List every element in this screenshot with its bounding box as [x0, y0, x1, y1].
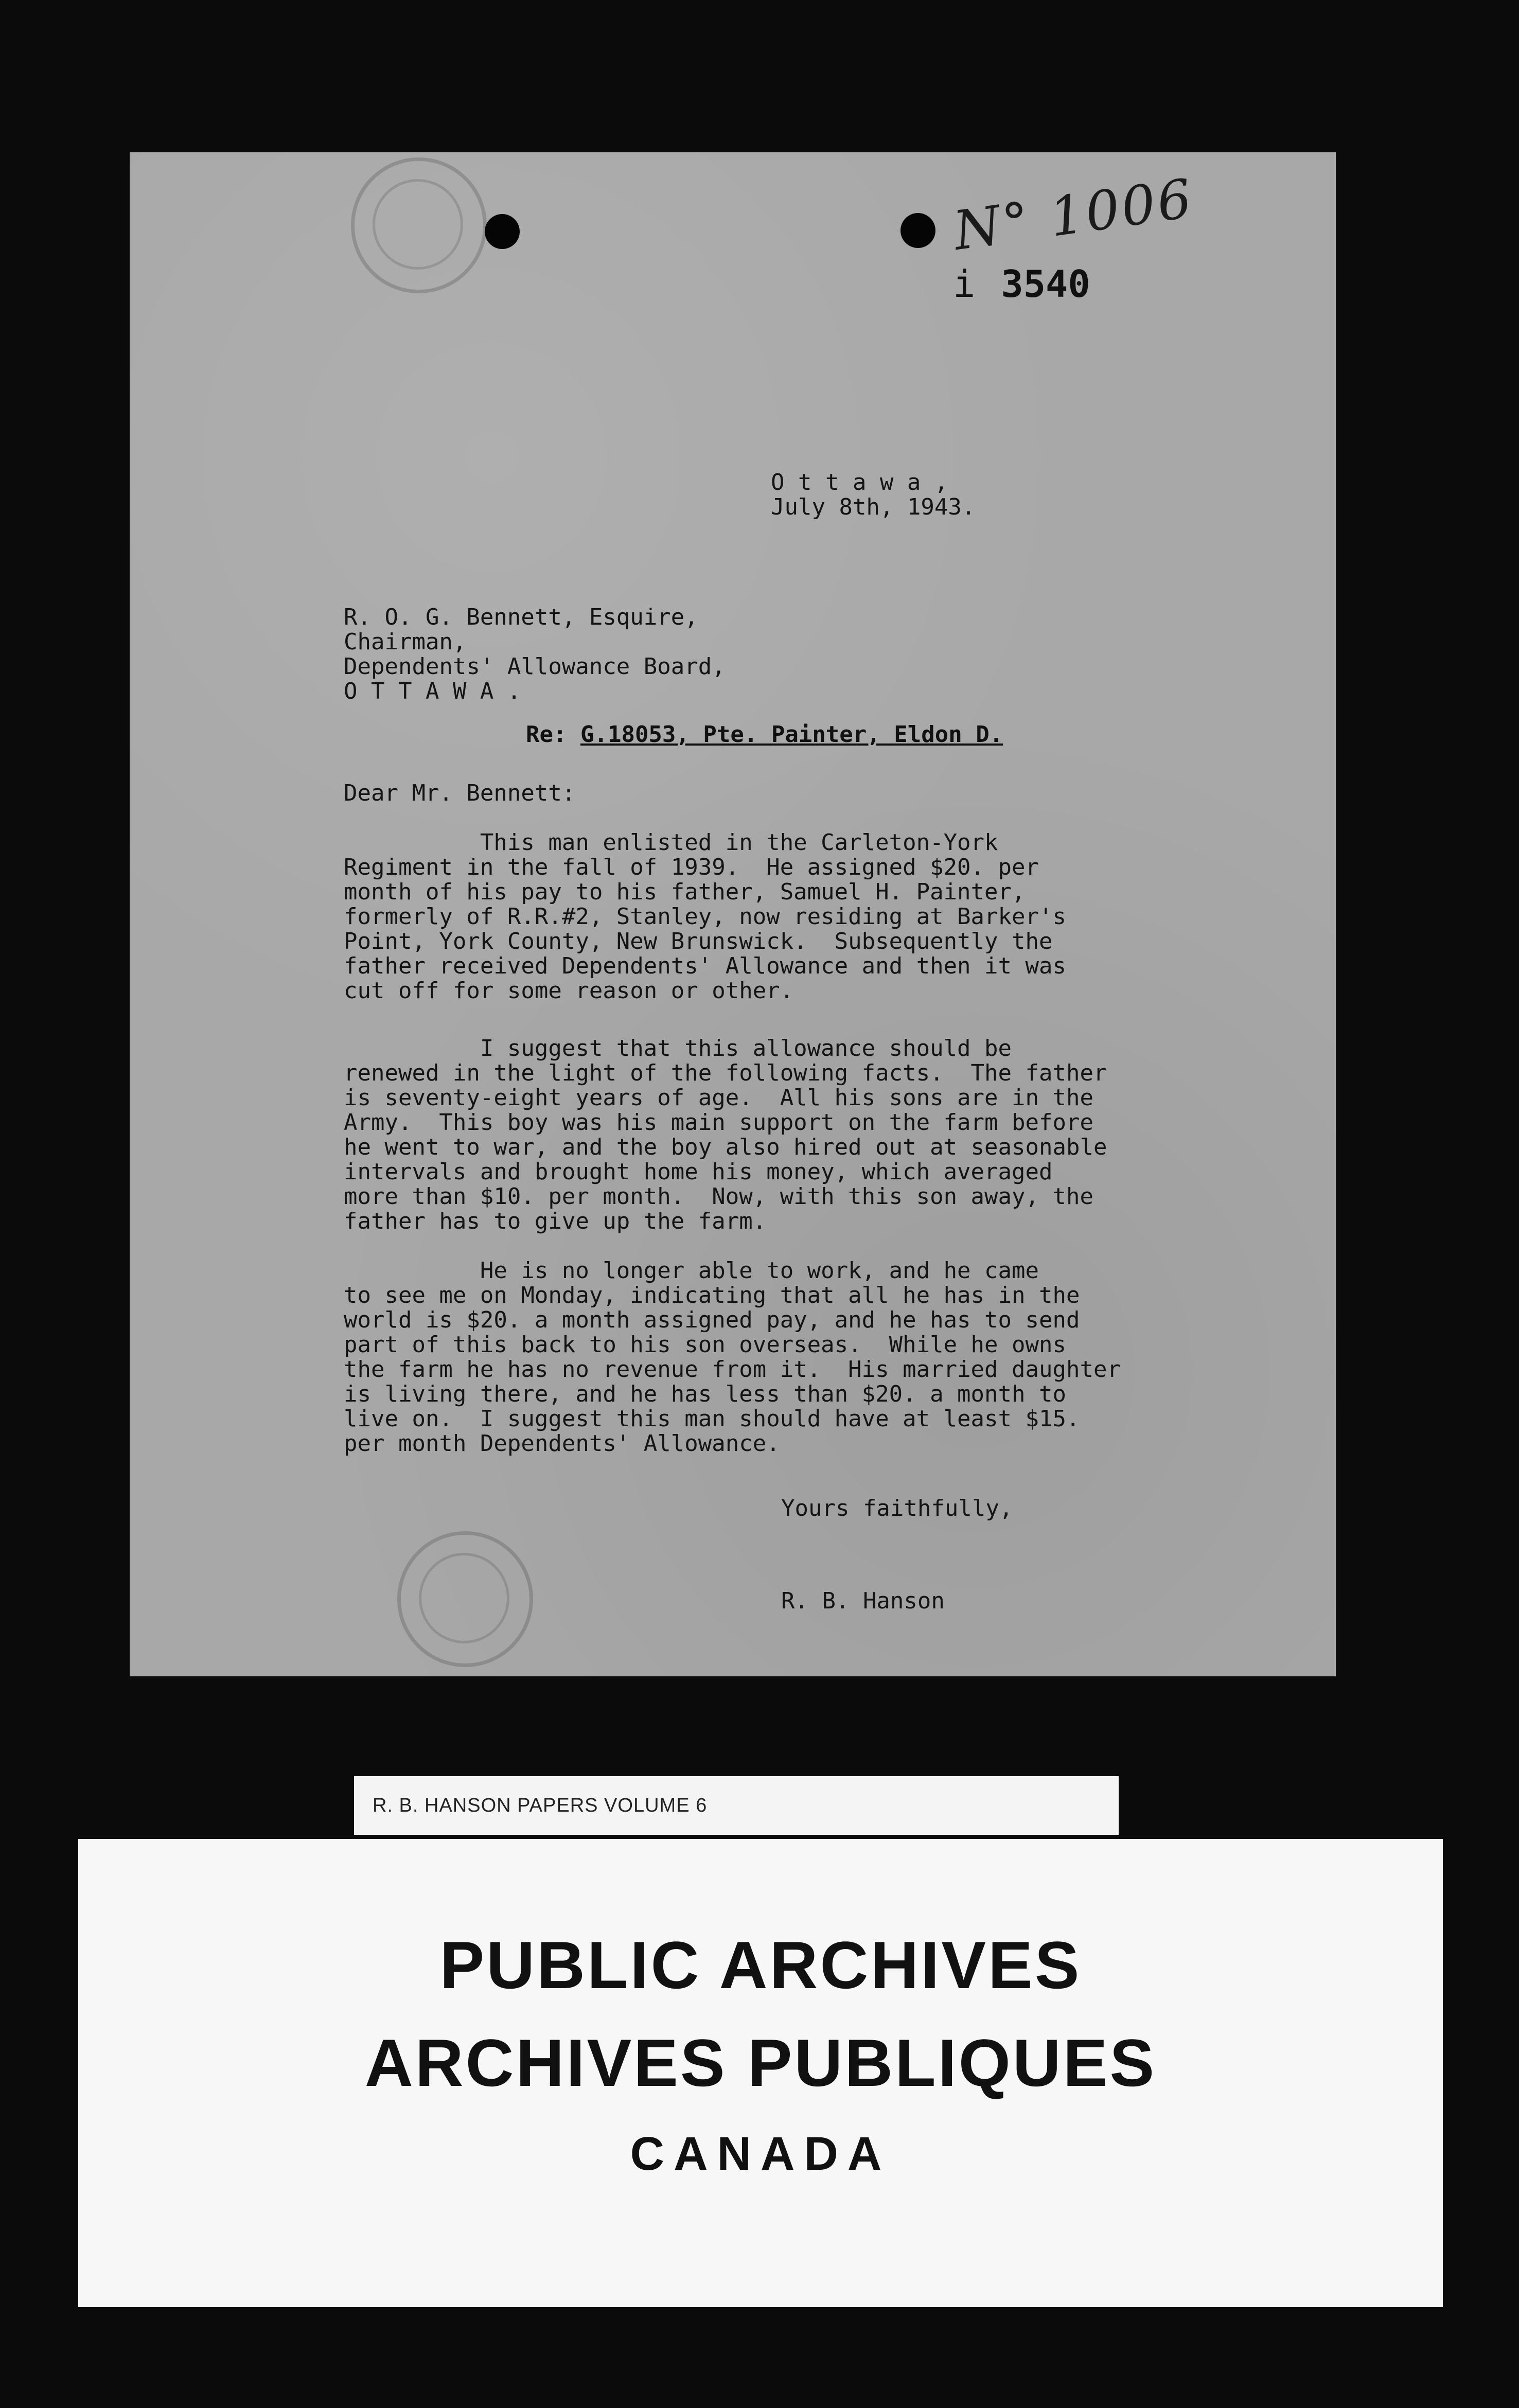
archives-card-line-2: ARCHIVES PUBLIQUES	[364, 2025, 1157, 2100]
paragraph-line: I suggest that this allowance should be	[344, 1035, 1012, 1061]
addressee-org: Dependents' Allowance Board,	[344, 653, 726, 680]
signature-name: R. B. Hanson	[781, 1588, 945, 1614]
paragraph-line: is living there, and he has less than $20. a month to	[344, 1381, 1066, 1407]
archive-volume-label: R. B. HANSON PAPERS VOLUME 6	[354, 1776, 1119, 1835]
punch-hole-left	[485, 214, 520, 249]
addressee-name: R. O. G. Bennett, Esquire,	[344, 604, 698, 630]
addressee-title: Chairman,	[344, 629, 467, 655]
archives-card-line-3: CANADA	[630, 2128, 891, 2180]
paragraph-line: This man enlisted in the Carleton-York	[344, 829, 998, 856]
paragraph-line: world is $20. a month assigned pay, and he has to send	[344, 1307, 1080, 1333]
addressee-city: O T T A W A .	[344, 678, 521, 704]
paragraph-line: cut off for some reason or other.	[344, 978, 794, 1004]
handwritten-note: N° 1006	[949, 166, 1197, 263]
paragraph-line: per month Dependents' Allowance.	[344, 1430, 780, 1457]
letter-date: July 8th, 1943.	[771, 494, 976, 520]
closing: Yours faithfully,	[781, 1495, 1013, 1521]
paragraph-line: Army. This boy was his main support on the farm before	[344, 1109, 1093, 1136]
paragraph-line: month of his pay to his father, Samuel H. Painter,	[344, 879, 1026, 905]
salutation: Dear Mr. Bennett:	[344, 780, 576, 806]
paragraph-line: intervals and brought home his money, which averaged	[344, 1159, 1053, 1185]
archive-stamp-bottom	[397, 1531, 533, 1667]
archives-card-line-1: PUBLIC ARCHIVES	[439, 1927, 1082, 2003]
body-paragraph-2	[344, 1036, 1107, 1234]
body-paragraph-1	[344, 830, 1066, 1003]
archive-stamp-top	[351, 157, 487, 293]
paragraph-line: father has to give up the farm.	[344, 1208, 767, 1234]
paragraph-line: Regiment in the fall of 1939. He assigned $20. per	[344, 854, 1039, 880]
paragraph-line: renewed in the light of the following facts. The father	[344, 1060, 1107, 1086]
paragraph-line: more than $10. per month. Now, with this son away, the	[344, 1183, 1093, 1210]
document-number	[953, 262, 1090, 306]
paragraph-line: he went to war, and the boy also hired out at seasonable	[344, 1134, 1107, 1160]
re-label: Re:	[526, 721, 567, 748]
paragraph-line: Point, York County, New Brunswick. Subsequently the	[344, 928, 1053, 954]
public-archives-card	[78, 1839, 1443, 2307]
punch-hole-right	[900, 213, 935, 248]
paragraph-line: live on. I suggest this man should have at least $15.	[344, 1406, 1080, 1432]
paragraph-line: part of this back to his son overseas. While he owns	[344, 1332, 1066, 1358]
paragraph-line: He is no longer able to work, and he came	[344, 1258, 1039, 1284]
paragraph-line: father received Dependents' Allowance and then it was	[344, 953, 1066, 979]
body-paragraph-3	[344, 1259, 1121, 1456]
re-line	[526, 722, 1003, 747]
letter-page	[130, 152, 1336, 1676]
paragraph-line: the farm he has no revenue from it. His married daughter	[344, 1356, 1121, 1383]
document-number-tick: i	[953, 262, 976, 306]
paragraph-line: is seventy-eight years of age. All his sons are in the	[344, 1085, 1093, 1111]
re-subject: G.18053, Pte. Painter, Eldon D.	[580, 721, 1003, 748]
document-number-value: 3540	[1001, 262, 1090, 306]
paragraph-line: to see me on Monday, indicating that all he has in the	[344, 1282, 1080, 1308]
paragraph-line: formerly of R.R.#2, Stanley, now residing at Barker's	[344, 904, 1066, 930]
letter-place: O t t a w a ,	[771, 469, 948, 495]
